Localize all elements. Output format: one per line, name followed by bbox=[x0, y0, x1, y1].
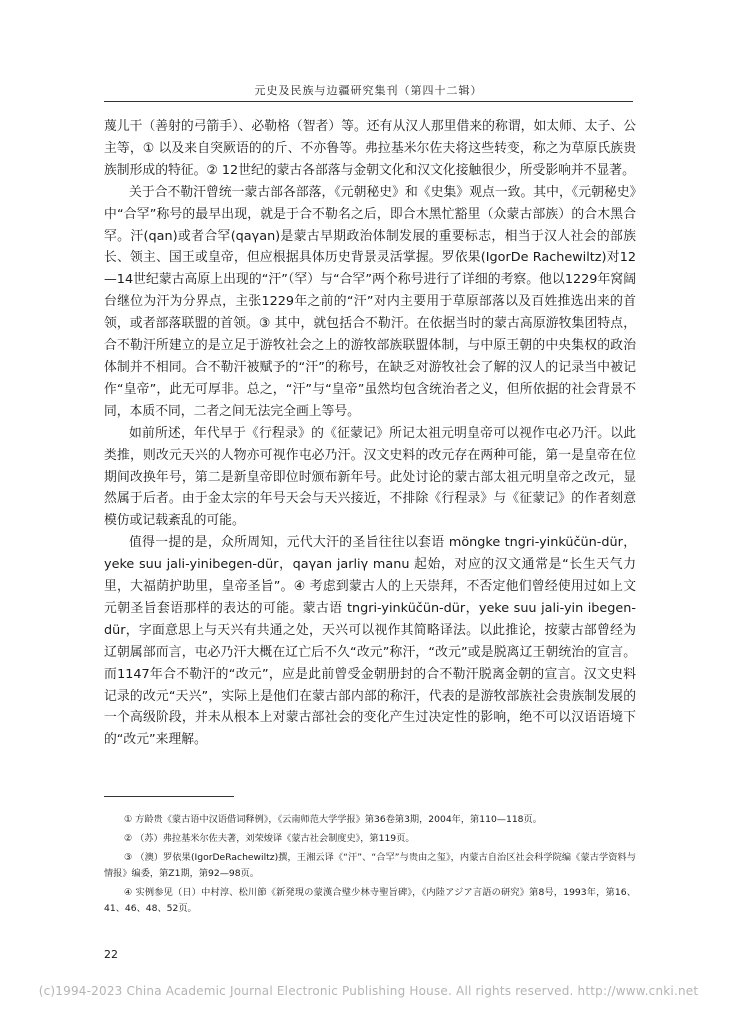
paragraph-3: 如前所述，年代早于《行程录》的《征蒙记》所记太祖元明皇帝可以视作屯必乃汗。以此类推，则改元天兴的人物亦可视作屯必乃汗。汉文史料的改元存在两种可能，第一是皇帝在位期间改换年号，第二是新皇帝即位时颁布新年号。此处讨论的蒙古部太祖元明皇帝之改元，显然属于后者。由于金太宗的年号天会与天兴接近，不排除《行程录》与《征蒙记》的作者刻意模仿或记载紊乱的可能。 bbox=[104, 425, 636, 529]
paragraph-1: 蔑儿干（善射的弓箭手）、必勒格（智者）等。还有从汉人那里借来的称谓，如太师、太子、公主等，① 以及来自突厥语的的斤、不亦鲁等。弗拉基米尔佐夫将这些转变，称之为草原氏族贵族制形成的特征。② 12世纪的蒙古各部落与金朝文化和汉文化接触很少，所受影响并不显著。 bbox=[104, 119, 636, 178]
footnote-1: ① 方龄贵《蒙古语中汉语借词释例》，《云南师范大学学报》第36卷第3期，2004年，第110—118页。 bbox=[124, 814, 542, 825]
footnote-2: ② （苏）弗拉基米尔佐夫著，刘荣焌译《蒙古社会制度史》，第119页。 bbox=[124, 833, 415, 844]
paragraph-4: 值得一提的是，众所周知，元代大汗的圣旨往往以套语 möngke tngri-yinküčün-dür，yeke suu jali-yinibegen-dür，qaγan jarliγ manu 起始，对应的汉文通常是“长生天气力里，大福荫护助里，皇帝圣旨”。④ 考虑到蒙古人的上天崇拜，不否定他们曾经使用过如上文元朝圣旨套语那样的表达的可能。蒙古语 tngri-yinküčün-dür，yeke suu jali-yin ibegen-dür，字面意思上与天兴有共通之处，天兴可以视作其简略译法。以此推论，按蒙古部曾经为辽朝属部而言，屯必乃汗大概在辽亡后不久“改元”称汗，“改元”或是脱离辽王朝统治的宣言。而1147年合不勒汗的“改元”，应是此前曾受金朝册封的合不勒汗脱离金朝的宣言。汉文史料记录的改元“天兴”，实际上是他们在蒙古部内部的称汗，代表的是游牧部族社会贵族制发展的一个高级阶段，并未从根本上对蒙古部社会的变化产生过决定性的影响，绝不可以汉语语境下的“改元”来理解。 bbox=[104, 535, 636, 748]
article-body bbox=[104, 116, 636, 751]
running-header: 元史及民族与边疆研究集刊（第四十二辑） bbox=[254, 84, 483, 97]
footnotes bbox=[104, 812, 636, 920]
paragraph-2: 关于合不勒汗曾统一蒙古部各部落，《元朝秘史》和《史集》观点一致。其中，《元朝秘史》中“合罕”称号的最早出现，就是于合不勒名之后，即合木黑忙豁里（众蒙古部族）的合木黑合罕。汗(qan)或者合罕(qaγan)是蒙古早期政治体制发展的重要标志，相当于汉人社会的部族长、领主、国王或皇帝，但应根据具体历史背景灵活掌握。罗依果(IgorDe Rachewiltz)对12—14世纪蒙古高原上出现的“汗”（罕）与“合罕”两个称号进行了详细的考察。他以1229年窝阔台继位为汗为分界点，主张1229年之前的“汗”对内主要用于草原部落以及百姓推选出来的首领，或者部落联盟的首领。③ 其中，就包括合不勒汗。在依据当时的蒙古高原游牧集团特点，合不勒汗所建立的是立足于游牧社会之上的游牧部族联盟体制，与中原王朝的中央集权的政治体制并不相同。合不勒汗被赋予的“汗”的称号，在缺乏对游牧社会了解的汉人的记录当中被记作“皇帝”，此无可厚非。总之，“汗”与“皇帝”虽然均包含统治者之义，但所依据的社会背景不同，本质不同，二者之间无法完全画上等号。 bbox=[104, 184, 636, 419]
footnote-3: ③ （澳）罗依果(IgorDeRachewiltz)撰，王湘云译《“汗”、“合罕”与贵由之玺》，内蒙古自治区社会科学院编《蒙古学资料与情报》编委，第Z1期，第92—98页。 bbox=[104, 852, 636, 879]
footnote-4: ④ 实例参见（日）中村淳、松川節《新発現の蒙漢合璧少林寺聖旨碑》，《内陸アジア言語の研究》第8号，1993年，第16、41、46、48、52页。 bbox=[104, 887, 636, 914]
page-number: 22 bbox=[104, 948, 118, 961]
header-rule bbox=[104, 101, 633, 102]
footnote-rule bbox=[104, 796, 234, 797]
copyright-watermark: (c)1994-2023 China Academic Journal Electronic Publishing House. All rights reserved. http://www.cnki.net bbox=[38, 984, 699, 998]
